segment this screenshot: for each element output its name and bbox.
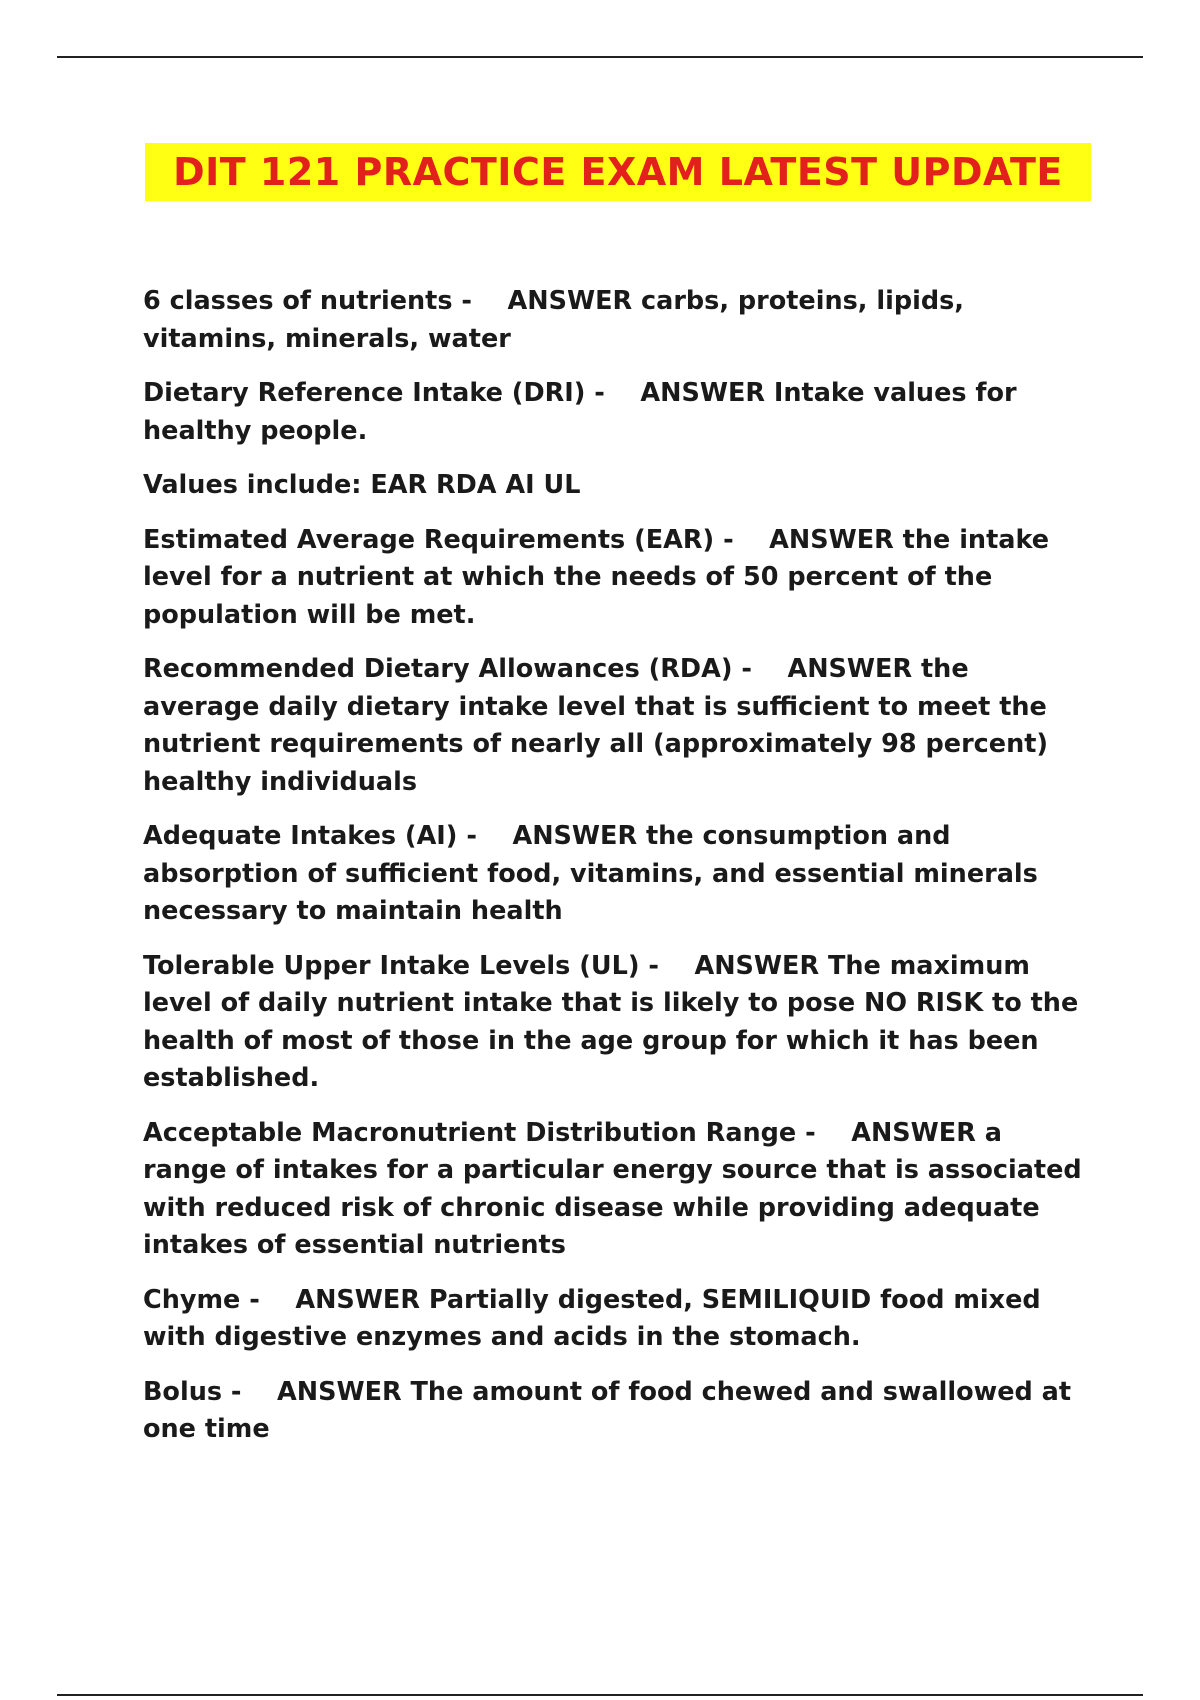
entry-answer: ANSWER Partially digested, SEMILIQUID food mixed with digestive enzymes and acids in the stomach. [143,1284,1041,1352]
entry-term: Chyme [143,1284,241,1315]
title-highlight [145,143,1091,201]
entry-term: Estimated Average Requirements (EAR) [143,524,715,555]
qa-entry-ai [143,818,1088,931]
qa-entry-bolus [143,1374,1088,1449]
qa-entry-nutrient-classes [143,283,1088,358]
entry-separator: - [585,378,641,408]
entry-separator: - [796,1117,852,1148]
entry-term: 6 classes of nutrients [143,286,453,316]
entry-separator: - [714,524,770,555]
qa-list [143,283,1088,1466]
bottom-rule [57,1694,1143,1696]
entry-answer: ANSWER a range of intakes for a particular energy source that is associated with reduced risk of chronic disease while providing adequate intakes of essential nutrients [143,1117,1082,1260]
entry-separator: - [240,1284,296,1315]
entry-term: Tolerable Upper Intake Levels (UL) [143,950,640,981]
entry-separator: - [452,286,508,316]
qa-entry-ear [143,522,1088,635]
entry-separator: - [732,654,788,684]
entry-separator: - [639,950,695,981]
top-rule [57,56,1143,58]
entry-answer: ANSWER The maximum level of daily nutrient intake that is likely to pose NO RISK to the health of most of those in the age group for which it has been established. [143,950,1079,1093]
entry-answer: ANSWER The amount of food chewed and swallowed at one time [143,1376,1072,1444]
entry-term: Acceptable Macronutrient Distribution Range [143,1117,797,1148]
qa-entry-ul [143,948,1088,1098]
entry-separator: - [457,821,513,851]
entry-term: Bolus [143,1376,223,1407]
entry-answer: ANSWER the intake level for a nutrient at which the needs of 50 percent of the population will be met. [143,524,1050,630]
qa-entry-rda [143,651,1088,801]
entry-term: Dietary Reference Intake (DRI) [143,378,586,408]
entry-term: Recommended Dietary Allowances (RDA) [143,654,733,684]
qa-entry-amdr [143,1115,1088,1265]
entry-answer: ANSWER Intake values for healthy people. [143,378,1017,446]
qa-entry-dri [143,375,1088,450]
entry-separator: - [222,1376,278,1407]
entry-answer: ANSWER carbs, proteins, lipids, vitamins, minerals, water [143,286,964,354]
entry-answer: ANSWER the average daily dietary intake level that is sufficient to meet the nutrient requirements of nearly all (approximately 98 percent) healthy individuals [143,654,1049,797]
entry-term: Adequate Intakes (AI) [143,821,458,851]
values-note: Values include: EAR RDA AI UL [143,470,581,500]
entry-answer: ANSWER the consumption and absorption of sufficient food, vitamins, and essential minerals necessary to maintain health [143,821,1038,926]
qa-entry-chyme [143,1282,1088,1357]
page-title: DIT 121 PRACTICE EXAM LATEST UPDATE [173,150,1063,194]
